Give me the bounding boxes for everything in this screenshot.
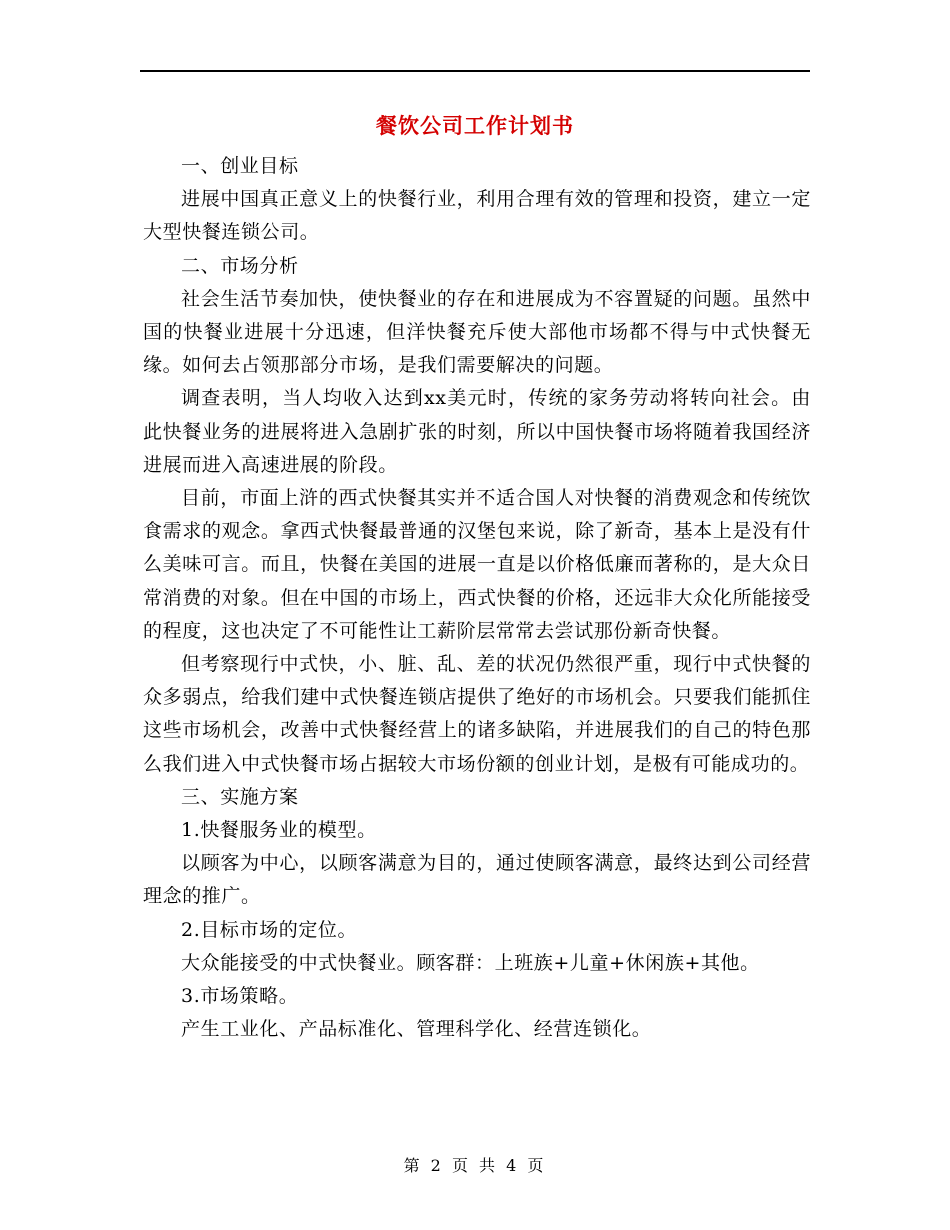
document-title: 餐饮公司工作计划书 xyxy=(376,113,574,138)
paragraph-target-market: 大众能接受的中式快餐业。顾客群：上班族+儿童+休闲族+其他。 xyxy=(181,951,760,974)
subheading-service-model: 1.快餐服务业的模型。 xyxy=(181,819,377,842)
subheading-market-strategy: 3.市场策略。 xyxy=(181,985,299,1008)
heading-market-analysis: 二、市场分析 xyxy=(181,254,299,277)
heading-implementation: 三、实施方案 xyxy=(181,785,299,808)
header-rule xyxy=(140,70,810,72)
paragraph-market-3: 目前，市面上浒的西式快餐其实并不适合国人对快餐的消费观念和传统饮食需求的观念。拿西式快餐最普通的汉堡包来说，除了新奇，基本上是没有什么美味可言。而且，快餐在美国的进展一直是以价格低廉而著称的，是大众日常消费的对象。但在中国的市场上，西式快餐的价格，还远非大众化所能接受的程度，这也决定了不可能性让工薪阶层常常去尝试那份新奇快餐。 xyxy=(143,487,811,642)
subheading-target-market: 2.目标市场的定位。 xyxy=(181,918,358,941)
paragraph-market-strategy: 产生工业化、产品标准化、管理科学化、经营连锁化。 xyxy=(181,1018,652,1041)
paragraph-goal: 进展中国真正意义上的快餐行业，利用合理有效的管理和投资，建立一定大型快餐连锁公司。 xyxy=(143,188,811,244)
page-number: 第 2 页 共 4 页 xyxy=(403,1156,547,1175)
paragraph-market-4: 但考察现行中式快，小、脏、乱、差的状况仍然很严重，现行中式快餐的众多弱点，给我们建中式快餐连锁店提供了绝好的市场机会。只要我们能抓住这些市场机会，改善中式快餐经营上的诸多缺陷，并进展我们的自己的特色那么我们进入中式快餐市场占据较大市场份额的创业计划，是极有可能成功的。 xyxy=(143,653,811,775)
heading-startup-goal: 一、创业目标 xyxy=(181,155,299,177)
paragraph-service-model: 以顾客为中心，以顾客满意为目的，通过使顾客满意，最终达到公司经营理念的推广。 xyxy=(143,852,811,908)
paragraph-market-2: 调查表明，当人均收入达到xx美元时，传统的家务劳动将转向社会。由此快餐业务的进展将进入急剧扩张的时刻，所以中国快餐市场将随着我国经济进展而进入高速进展的阶段。 xyxy=(143,387,811,476)
document-body xyxy=(143,150,811,1046)
paragraph-market-1: 社会生活节奏加快，使快餐业的存在和进展成为不容置疑的问题。虽然中国的快餐业进展十分迅速，但洋快餐充斥使大部他市场都不得与中式快餐无缘。如何去占领那部分市场，是我们需要解决的问题。 xyxy=(143,287,811,377)
